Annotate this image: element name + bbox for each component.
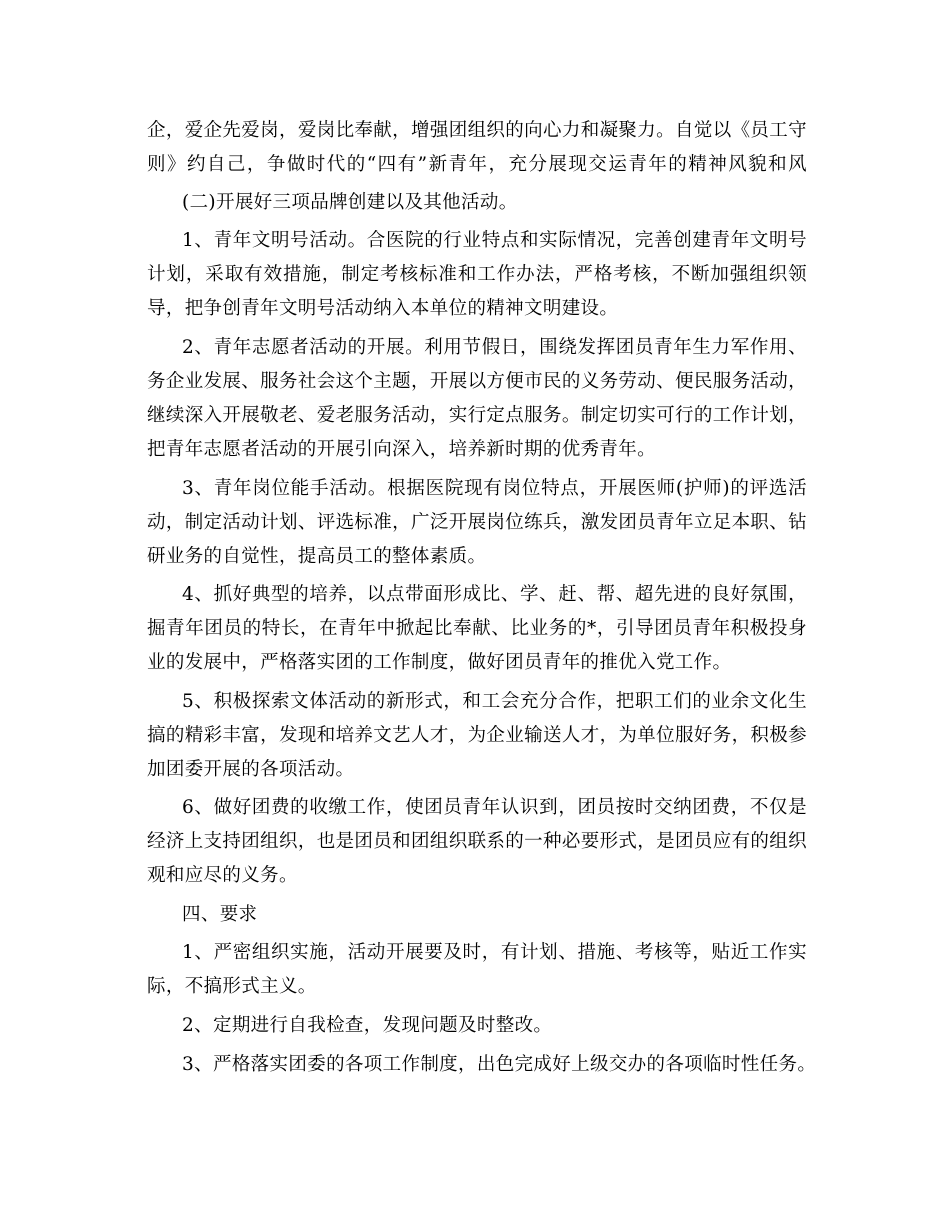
text-line: 6、做好团费的收缴工作，使团员青年认识到，团员按时交纳团费，不仅是: [182, 797, 807, 818]
text-line: 则》约自己，争做时代的“四有”新青年，充分展现交运青年的精神风貌和风: [147, 154, 807, 175]
text-line: 业的发展中，严格落实团的工作制度，做好团员青年的推优入党工作。: [147, 652, 732, 673]
text-line: 观和应尽的义务。: [147, 865, 298, 886]
text-line: 动，制定活动计划、评选标准，广泛开展岗位练兵，激发团员青年立足本职、钻: [147, 512, 807, 533]
text-line: 研业务的自觉性，提高员工的整体素质。: [147, 546, 487, 567]
text-line: 3、青年岗位能手活动。根据医院现有岗位特点，开展医师(护师)的评选活: [182, 478, 807, 499]
text-line: 际，不搞形式主义。: [147, 976, 317, 997]
text-line: 5、积极探索文体活动的新形式，和工会充分合作，把职工们的业余文化生: [182, 691, 807, 712]
section-heading: 四、要求: [182, 904, 258, 925]
text-line: 把青年志愿者活动的开展引向深入，培养新时期的优秀青年。: [147, 439, 656, 460]
text-line: 计划，采取有效措施，制定考核标准和工作办法，严格考核，不断加强组织领: [147, 264, 807, 285]
text-line: 4、抓好典型的培养，以点带面形成比、学、赶、帮、超先进的良好氛围，: [182, 584, 807, 605]
text-line: 加团委开展的各项活动。: [147, 759, 355, 780]
section-heading: (二)开展好三项品牌创建以及其他活动。: [182, 192, 518, 213]
text-line: 2、青年志愿者活动的开展。利用节假日，围绕发挥团员青年生力军作用、: [182, 337, 807, 358]
text-line: 1、严密组织实施，活动开展要及时，有计划、措施、考核等，贴近工作实: [182, 942, 807, 963]
text-line: 掘青年团员的特长，在青年中掀起比奉献、比业务的*，引导团员青年积极投身: [147, 618, 807, 639]
text-line: 1、青年文明号活动。合医院的行业特点和实际情况，完善创建青年文明号: [182, 230, 807, 251]
text-line: 搞的精彩丰富，发现和培养文艺人才，为企业输送人才，为单位服好务，积极参: [147, 725, 807, 746]
text-line: 经济上支持团组织，也是团员和团组织联系的一种必要形式，是团员应有的组织: [147, 831, 807, 852]
text-line: 继续深入开展敬老、爱老服务活动，实行定点服务。制定切实可行的工作计划，: [147, 405, 807, 426]
text-line: 企，爱企先爱岗，爱岗比奉献，增强团组织的向心力和凝聚力。自觉以《员工守: [147, 120, 807, 141]
text-line: 务企业发展、服务社会这个主题，开展以方便市民的义务劳动、便民服务活动，: [147, 371, 807, 392]
text-line: 导，把争创青年文明号活动纳入本单位的精神文明建设。: [147, 298, 619, 319]
text-line: 2、定期进行自我检查，发现问题及时整改。: [182, 1015, 553, 1036]
text-line: 3、严格落实团委的各项工作制度，出色完成好上级交办的各项临时性任务。: [182, 1054, 817, 1075]
